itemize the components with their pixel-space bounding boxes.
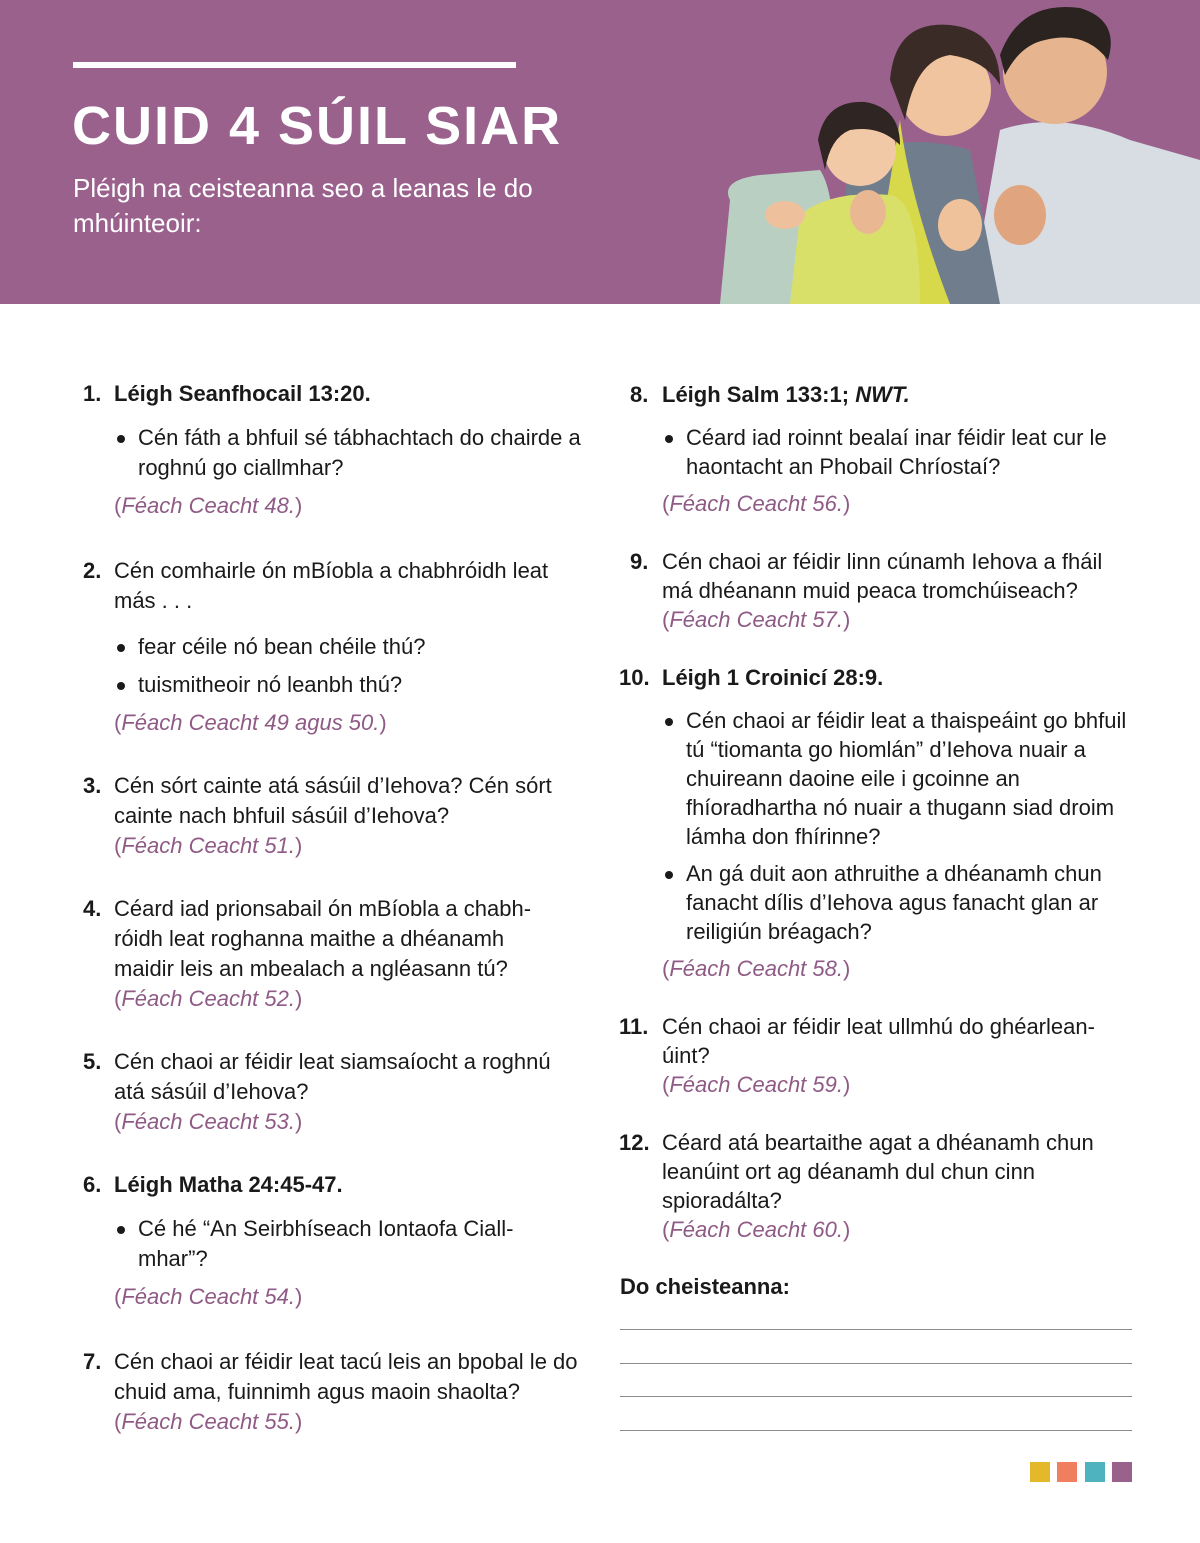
question-1: [83, 379, 583, 521]
question-4: [83, 894, 553, 1014]
question-number: 5.: [83, 1049, 102, 1074]
question-5: [83, 1047, 583, 1137]
question-heading: Céard atá beartaithe agat a dhéanamh chun leanúint ort ag déanamh dul chun cinn spioradálta?: [662, 1130, 1094, 1213]
bullet-item: Cén fáth a bhfuil sé tábhachtach do chairde a roghnú go ciallmhar?: [114, 423, 583, 483]
bullet-item: tuismitheoir nó leanbh thú?: [114, 670, 583, 700]
decor-square-orange: [1057, 1462, 1077, 1482]
lesson-reference: (Féach Ceacht 49 agus 50.): [114, 710, 387, 735]
lesson-reference: (Féach Ceacht 60.): [662, 1217, 851, 1242]
lesson-reference: (Féach Ceacht 59.): [662, 1072, 851, 1097]
answer-line: [620, 1363, 1132, 1364]
question-11: [619, 1012, 1124, 1099]
page-subtitle: Pléigh na ceisteanna seo a leanas le do mhúinteoir:: [73, 173, 533, 238]
question-number: 2.: [83, 558, 102, 583]
question-9: [630, 547, 1130, 634]
page-title: CUID 4 SÚIL SIAR: [72, 96, 563, 156]
header-banner: [0, 0, 1200, 304]
header-rule: [73, 62, 516, 68]
question-number: 12.: [619, 1130, 650, 1155]
question-6: [83, 1170, 563, 1312]
question-heading: Cén sórt cainte atá sásúil d’Iehova? Cén sórt cainte nach bhfuil sásúil d’Iehova?: [114, 773, 552, 828]
question-number: 8.: [630, 382, 649, 407]
lesson-reference: (Féach Ceacht 57.): [662, 607, 851, 632]
lesson-reference: (Féach Ceacht 53.): [114, 1109, 303, 1134]
lesson-reference: (Féach Ceacht 58.): [662, 956, 851, 981]
your-questions-label: Do cheisteanna:: [620, 1274, 790, 1299]
bullet-item: An gá duit aon athruithe a dhéanamh chun fanacht dílis d’Iehova agus fanacht glan ar reiligiún bréagach?: [662, 859, 1130, 946]
lesson-reference: (Féach Ceacht 56.): [662, 491, 851, 516]
question-number: 7.: [83, 1349, 102, 1374]
question-heading: Léigh Salm 133:1; NWT.: [662, 382, 910, 407]
decor-square-yellow: [1030, 1462, 1050, 1482]
question-number: 1.: [83, 381, 102, 406]
question-heading: Cén comhairle ón mBíobla a chabhróidh leat más . . .: [114, 558, 549, 613]
question-heading: Léigh 1 Croinicí 28:9.: [662, 665, 884, 690]
bullet-item: fear céile nó bean chéile thú?: [114, 632, 583, 662]
question-2: [83, 556, 583, 738]
answer-line: [620, 1430, 1132, 1431]
question-number: 10.: [619, 665, 650, 690]
answer-line: [620, 1329, 1132, 1330]
question-number: 11.: [619, 1014, 649, 1039]
decor-square-purple: [1112, 1462, 1132, 1482]
question-heading: Céard iad prionsabail ón mBíobla a chabh-róidh leat roghanna maithe a dhéanamh maidir leis an mbealach a ngléasann tú?: [114, 896, 532, 981]
lesson-reference: (Féach Ceacht 55.): [114, 1409, 303, 1434]
question-12: [619, 1128, 1130, 1244]
question-heading: Léigh Matha 24:45-47.: [114, 1172, 343, 1197]
question-heading: Cén chaoi ar féidir leat ullmhú do ghéarlean-úint?: [662, 1014, 1095, 1068]
question-number: 6.: [83, 1172, 102, 1197]
lesson-reference: (Féach Ceacht 52.): [114, 986, 303, 1011]
lesson-reference: (Féach Ceacht 51.): [114, 833, 303, 858]
bullet-item: Céard iad roinnt bealaí inar féidir leat cur le haontacht an Phobail Chríostaí?: [662, 423, 1130, 481]
question-number: 4.: [83, 896, 102, 921]
question-heading: Léigh Seanfhocail 13:20.: [114, 381, 371, 406]
question-3: [83, 771, 583, 861]
question-number: 9.: [630, 549, 649, 574]
question-heading: Cén chaoi ar féidir leat siamsaíocht a roghnú atá sásúil d’Iehova?: [114, 1049, 551, 1104]
lesson-reference: (Féach Ceacht 48.): [114, 493, 303, 518]
question-heading: Cén chaoi ar féidir leat tacú leis an bpobal le do chuid ama, fuinnimh agus maoin shaolta?: [114, 1349, 578, 1404]
answer-line: [620, 1396, 1132, 1397]
question-8: [630, 380, 1130, 518]
question-heading: Cén chaoi ar féidir linn cúnamh Iehova a fháil má dhéanann muid peaca tromchúiseach?: [662, 549, 1103, 603]
decor-square-teal: [1085, 1462, 1105, 1482]
question-10: [619, 663, 1130, 983]
question-7: [83, 1347, 583, 1437]
bullet-item: Cé hé “An Seirbhíseach Iontaofa Ciall-mhar”?: [114, 1214, 563, 1274]
family-praying-illustration: [700, 0, 1200, 304]
question-number: 3.: [83, 773, 102, 798]
bullet-item: Cén chaoi ar féidir leat a thaispeáint go bhfuil tú “tiomanta go hiomlán” d’Iehova nuair a chuireann daoine eile i gcoinne an fhíoradhartha nó nuair a thugann siad droim lámha don fhírinne?: [662, 706, 1130, 851]
lesson-reference: (Féach Ceacht 54.): [114, 1284, 303, 1309]
